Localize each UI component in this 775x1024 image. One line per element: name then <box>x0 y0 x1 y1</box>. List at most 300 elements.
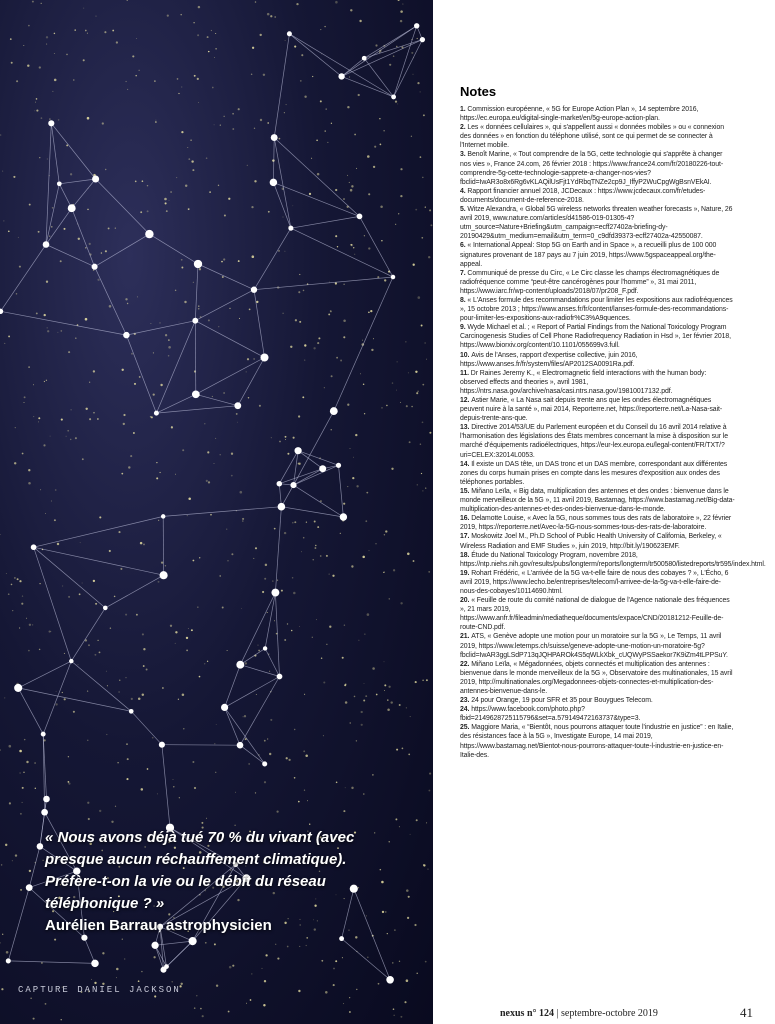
network-node <box>290 482 296 488</box>
network-node <box>262 761 267 766</box>
city-light-dot <box>78 664 79 665</box>
city-light-dot <box>396 390 397 391</box>
city-light-dot <box>400 195 402 197</box>
city-light-dot <box>141 788 144 791</box>
city-light-dot <box>349 182 350 183</box>
city-light-dot <box>411 136 412 137</box>
city-light-dot <box>377 276 379 278</box>
city-light-dot <box>392 382 393 383</box>
note-item <box>460 351 735 369</box>
city-light-dot <box>132 55 134 57</box>
city-light-dot <box>15 854 17 856</box>
network-node <box>160 571 168 579</box>
city-light-dot <box>250 999 252 1001</box>
network-line <box>96 179 150 234</box>
city-light-dot <box>231 553 233 555</box>
city-light-dot <box>278 250 280 252</box>
city-light-dot <box>6 573 7 574</box>
city-light-dot <box>416 973 417 974</box>
city-light-dot <box>420 91 421 92</box>
city-light-dot <box>158 581 160 583</box>
city-light-dot <box>350 9 352 11</box>
network-line <box>279 451 298 484</box>
city-light-dot <box>316 139 318 141</box>
city-light-dot <box>169 200 170 201</box>
city-light-dot <box>277 958 279 960</box>
city-light-dot <box>383 130 384 131</box>
note-number: 21. <box>460 633 472 641</box>
city-light-dot <box>416 392 418 394</box>
city-light-dot <box>407 553 410 556</box>
city-light-dot <box>395 818 397 820</box>
city-light-dot <box>114 596 116 598</box>
city-light-dot <box>386 405 387 406</box>
city-light-dot <box>194 75 196 77</box>
network-node <box>43 796 50 803</box>
network-node <box>391 94 396 99</box>
city-light-dot <box>284 639 286 641</box>
city-light-dot <box>425 342 426 343</box>
city-light-dot <box>112 30 114 32</box>
city-light-dot <box>108 227 110 229</box>
network-node <box>192 390 200 398</box>
city-light-dot <box>347 404 349 406</box>
city-light-dot <box>181 267 183 269</box>
city-light-dot <box>95 603 97 605</box>
network-node <box>159 742 165 748</box>
city-light-dot <box>284 532 286 534</box>
network-node <box>92 175 99 182</box>
city-light-dot <box>54 519 56 521</box>
note-text: Wyde Michael et al. ; « Report of Partial Findings from the National Toxicology Program Carcinogenesis Studies of Cell Phone Radiofrequency Radiation in Hsd », 1er février 2018, https://www.biorxiv.org/content/10.1101/055699v3.full. <box>460 324 731 350</box>
city-light-dot <box>258 650 260 652</box>
city-light-dot <box>306 945 307 946</box>
city-light-dot <box>23 45 24 46</box>
note-text: Maggiore Maria, « “Bientôt, nous pourrons attaquer toute l'industrie en justice” : en Italie, des résistances face à la 5G », Investigate Europe, 14 mai 2019, https://www.bastamag.net/Bientot-nous-pourrons-attaquer-toute-l-industrie-en-justice-en-Italie-des. <box>460 724 734 759</box>
city-light-dot <box>312 76 313 77</box>
city-light-dot <box>306 937 308 939</box>
city-light-dot <box>197 607 198 608</box>
city-light-dot <box>231 453 233 455</box>
city-light-dot <box>358 640 359 641</box>
network-line <box>59 179 95 184</box>
city-light-dot <box>270 719 272 721</box>
city-light-dot <box>415 371 417 373</box>
note-number: 23. <box>460 697 472 705</box>
city-light-dot <box>299 321 301 323</box>
city-light-dot <box>29 870 31 872</box>
city-light-dot <box>343 319 346 322</box>
network-line <box>294 465 339 485</box>
city-light-dot <box>155 121 157 123</box>
city-light-dot <box>227 650 228 651</box>
city-light-dot <box>54 939 56 941</box>
city-light-dot <box>267 612 268 613</box>
city-light-dot <box>294 46 296 48</box>
note-item <box>460 187 735 205</box>
city-light-dot <box>389 598 390 599</box>
city-light-dot <box>335 1 338 4</box>
network-node <box>277 481 283 487</box>
city-light-dot <box>49 235 50 236</box>
city-light-dot <box>60 260 62 262</box>
city-light-dot <box>404 1001 406 1003</box>
note-number: 22. <box>460 660 472 668</box>
city-light-dot <box>207 451 209 453</box>
note-item <box>460 660 735 696</box>
city-light-dot <box>215 772 216 773</box>
photo-credit: CAPTURE DANIEL JACKSON <box>18 985 181 995</box>
city-light-dot <box>238 108 240 110</box>
city-light-dot <box>370 310 372 312</box>
city-light-dot <box>282 313 283 314</box>
city-light-dot <box>298 990 300 992</box>
note-item <box>460 105 735 123</box>
city-light-dot <box>9 745 12 748</box>
city-light-dot <box>87 690 88 691</box>
city-light-dot <box>46 36 48 38</box>
city-light-dot <box>224 214 226 216</box>
network-line <box>105 575 163 608</box>
city-light-dot <box>9 802 11 804</box>
city-light-dot <box>299 946 300 947</box>
network-node <box>161 514 165 518</box>
city-light-dot <box>39 66 41 68</box>
city-light-dot <box>375 44 377 46</box>
city-light-dot <box>123 423 125 425</box>
city-light-dot <box>167 15 169 17</box>
city-light-dot <box>94 982 96 984</box>
note-text: Il existe un DAS tête, un DAS tronc et un DAS membre, correspondant aux différentes zones du corps humain prises en compte dans les mesures d'exposition aux ondes des téléphones portables. <box>460 460 728 486</box>
city-light-dot <box>41 3 42 4</box>
city-light-dot <box>222 607 224 609</box>
note-item <box>460 269 735 296</box>
city-light-dot <box>139 70 140 71</box>
city-light-dot <box>140 211 142 213</box>
city-light-dot <box>136 614 138 616</box>
network-line <box>71 661 131 711</box>
note-item <box>460 596 735 632</box>
city-light-dot <box>128 466 130 468</box>
network-line <box>281 507 343 517</box>
city-light-dot <box>329 282 330 283</box>
city-light-dot <box>89 243 91 245</box>
note-number: 7. <box>460 269 468 277</box>
city-light-dot <box>221 261 223 263</box>
city-light-dot <box>68 782 70 784</box>
city-light-dot <box>318 337 320 339</box>
network-line <box>40 812 45 846</box>
note-number: 14. <box>460 460 472 468</box>
city-light-dot <box>67 430 69 432</box>
network-node <box>57 181 62 186</box>
city-light-dot <box>372 667 375 670</box>
city-light-dot <box>241 608 242 609</box>
note-item <box>460 369 735 396</box>
city-light-dot <box>20 813 22 815</box>
city-light-dot <box>303 750 305 752</box>
network-node <box>391 275 395 279</box>
city-light-dot <box>300 80 302 82</box>
city-light-dot <box>420 443 421 444</box>
network-line <box>254 290 265 358</box>
city-light-dot <box>41 117 43 119</box>
city-light-dot <box>22 802 23 803</box>
city-light-dot <box>78 238 80 240</box>
city-light-dot <box>408 896 410 898</box>
network-line <box>46 123 51 244</box>
city-light-dot <box>408 754 410 756</box>
city-light-dot <box>265 564 267 566</box>
city-light-dot <box>181 983 183 985</box>
city-light-dot <box>411 52 413 54</box>
note-number: 6. <box>460 242 468 250</box>
city-light-dot <box>165 202 167 204</box>
network-line <box>342 939 391 980</box>
city-light-dot <box>260 34 262 36</box>
city-light-dot <box>287 453 289 455</box>
city-light-dot <box>164 198 167 201</box>
city-light-dot <box>325 130 326 131</box>
city-light-dot <box>99 652 101 654</box>
city-light-dot <box>302 396 304 398</box>
city-light-dot <box>316 619 317 620</box>
city-light-dot <box>324 26 325 27</box>
note-number: 18. <box>460 551 472 559</box>
city-light-dot <box>242 520 244 522</box>
city-light-dot <box>412 74 413 75</box>
network-node <box>263 646 267 650</box>
city-light-dot <box>192 761 194 763</box>
city-light-dot <box>307 800 308 801</box>
city-light-dot <box>406 979 409 982</box>
city-light-dot <box>94 654 96 656</box>
city-light-dot <box>36 312 38 314</box>
city-light-dot <box>381 240 382 241</box>
network-node <box>103 606 108 611</box>
city-light-dot <box>11 584 13 586</box>
city-light-dot <box>321 960 323 962</box>
city-light-dot <box>218 326 219 327</box>
city-light-dot <box>28 25 30 27</box>
city-light-dot <box>23 772 24 773</box>
city-light-dot <box>154 80 155 81</box>
city-light-dot <box>287 623 288 624</box>
city-light-dot <box>34 110 35 111</box>
city-light-dot <box>417 82 419 84</box>
city-light-dot <box>367 155 370 158</box>
network-node <box>236 661 244 669</box>
network-node <box>48 120 54 126</box>
network-line <box>360 216 394 277</box>
city-light-dot <box>70 409 71 410</box>
city-light-dot <box>214 124 215 125</box>
network-node <box>0 309 3 314</box>
city-light-dot <box>188 208 190 210</box>
city-light-dot <box>43 444 45 446</box>
city-light-dot <box>294 729 295 730</box>
city-light-dot <box>342 957 343 958</box>
city-light-dot <box>66 436 67 437</box>
city-light-dot <box>14 462 16 464</box>
city-light-dot <box>130 455 132 457</box>
note-text: Rohart Frédéric, « L'arrivée de la 5G va-t-elle faire de nous des cobayes ? », L'Écho, 6 avril 2019, https://www.lecho.be/entreprises/telecom/l-arrivee-de-la-5g-va-t-elle-faire-de-nous-des-cobayes/10114690.html. <box>460 569 729 595</box>
city-light-dot <box>188 158 190 160</box>
city-light-dot <box>222 276 224 278</box>
city-light-dot <box>253 558 254 559</box>
city-light-dot <box>168 346 171 349</box>
note-number: 12. <box>460 397 472 404</box>
city-light-dot <box>8 230 10 232</box>
note-text: « Feuille de route du comité national de dialogue de l'Agence nationale des fréquences », 21 mars 2019, https://www.anfr.fr/fileadmin/mediatheque/documents/expace/CND/20181212-Feuille-de-route-CND.pdf. <box>460 597 730 632</box>
city-light-dot <box>2 171 3 172</box>
city-light-dot <box>173 786 174 787</box>
city-light-dot <box>115 228 116 229</box>
city-light-dot <box>1 864 2 866</box>
note-item <box>460 696 735 705</box>
city-light-dot <box>142 180 144 182</box>
city-light-dot <box>111 821 113 823</box>
city-light-dot <box>260 119 262 121</box>
city-light-dot <box>428 869 429 870</box>
note-item <box>460 487 735 514</box>
city-light-dot <box>138 697 141 700</box>
city-light-dot <box>384 684 386 686</box>
city-light-dot <box>70 439 72 441</box>
city-light-dot <box>285 40 286 41</box>
city-light-dot <box>276 810 278 812</box>
city-light-dot <box>373 338 374 339</box>
city-light-dot <box>327 142 328 143</box>
city-light-dot <box>106 671 107 672</box>
city-light-dot <box>223 258 225 260</box>
city-light-dot <box>182 694 185 697</box>
city-light-dot <box>74 29 75 30</box>
note-number: 1. <box>460 106 468 113</box>
city-light-dot <box>402 4 403 5</box>
city-light-dot <box>147 768 149 770</box>
city-light-dot <box>101 252 103 254</box>
city-light-dot <box>175 474 176 475</box>
city-light-dot <box>55 489 57 491</box>
city-light-dot <box>171 981 172 982</box>
city-light-dot <box>351 565 353 567</box>
city-light-dot <box>421 325 423 327</box>
city-light-dot <box>331 375 333 377</box>
city-light-dot <box>375 543 376 544</box>
city-light-dot <box>390 701 392 703</box>
network-node <box>123 332 129 338</box>
city-light-dot <box>242 518 244 520</box>
city-light-dot <box>264 578 266 580</box>
city-light-dot <box>262 591 264 593</box>
city-light-dot <box>389 64 391 66</box>
city-light-dot <box>182 449 184 451</box>
city-light-dot <box>400 20 402 22</box>
city-light-dot <box>240 491 243 494</box>
network-node <box>362 56 367 61</box>
city-light-dot <box>332 575 334 577</box>
city-light-dot <box>175 643 176 644</box>
network-line <box>294 485 344 517</box>
city-light-dot <box>292 577 294 579</box>
network-line <box>34 547 106 608</box>
city-light-dot <box>324 387 325 388</box>
note-item <box>460 532 735 550</box>
city-light-dot <box>173 779 174 780</box>
network-node <box>189 937 197 945</box>
city-light-dot <box>248 397 249 398</box>
city-light-dot <box>317 173 320 176</box>
note-text: Miñano Leïla, « Big data, multiplication des antennes et des ondes : bienvenue dans le monde merveilleux de la 5G », 11 avril 2019, Bastamag, https://www.bastamag.net/Big-data-multiplication-des-antennes-et-des-ondes-bienvenue-dans-le-monde. <box>460 487 735 514</box>
city-light-dot <box>3 220 4 221</box>
city-light-dot <box>238 260 240 262</box>
city-light-dot <box>190 139 192 141</box>
city-light-dot <box>286 757 288 759</box>
note-text: « L'Anses formule des recommandations pour limiter les expositions aux radiofréquences », 15 octobre 2013 ; https://www.anses.fr/fr/content/lanses-formule-des-recommandations-pour-limiter-les-expositions-aux-radiofr%C3%A9quences. <box>460 296 733 323</box>
city-light-dot <box>409 441 411 443</box>
city-light-dot <box>393 55 394 56</box>
city-light-dot <box>295 319 297 321</box>
city-light-dot <box>18 237 19 238</box>
city-light-dot <box>115 806 116 807</box>
city-light-dot <box>422 177 424 179</box>
city-light-dot <box>39 157 40 158</box>
city-light-dot <box>326 555 328 557</box>
city-light-dot <box>317 526 319 528</box>
network-line <box>95 267 127 335</box>
city-light-dot <box>125 298 127 300</box>
city-light-dot <box>127 89 128 90</box>
note-text: Benoît Marine, « Tout comprendre de la 5G, cette technologie qui s'apprête à changer nos vies », France 24.com, 26 février 2018 : https://www.france24.com/fr/20180226-tout-comprendre-5g-cette-technologie-sapprete-a-changer-nos-vies?fbclid=IwAR3o8x6Rg6vKLAQilUsFjt1YdRbqTNZe2cp9J_IffyP2WuCpgWgBsnVEkAI. <box>460 151 724 186</box>
city-light-dot <box>229 966 232 969</box>
city-light-dot <box>126 743 128 745</box>
city-light-dot <box>57 332 58 333</box>
city-light-dot <box>361 724 363 726</box>
city-light-dot <box>365 520 367 522</box>
city-light-dot <box>5 844 7 846</box>
network-node <box>295 447 302 454</box>
city-light-dot <box>229 308 230 309</box>
city-light-dot <box>87 117 90 120</box>
network-node <box>164 964 169 969</box>
city-light-dot <box>83 8 84 9</box>
city-light-dot <box>384 534 385 535</box>
city-light-dot <box>368 247 370 249</box>
city-light-dot <box>123 414 125 416</box>
city-light-dot <box>384 661 385 662</box>
note-text: Les « données cellulaires », qui s'appellent aussi « données mobiles » ou « connexion des données » en fonction du téléphone utilisé, sont ce qui permet de se connecter à l'Internet mobile. <box>460 124 724 150</box>
city-light-dot <box>2 934 3 935</box>
note-text: Étude du National Toxicology Program, novembre 2018, https://ntp.niehs.nih.gov/results/pubs/longterm/reports/longterm/tr500580/listedreports/tr595/index.html. <box>460 551 766 568</box>
network-line <box>167 941 193 967</box>
city-light-dot <box>12 860 13 861</box>
city-light-dot <box>330 310 332 312</box>
city-light-dot <box>328 313 330 315</box>
network-line <box>240 593 275 665</box>
network-node <box>6 958 11 963</box>
city-light-dot <box>26 618 27 619</box>
network-node <box>92 264 98 270</box>
city-light-dot <box>413 264 415 266</box>
network-line <box>289 34 393 97</box>
network-line <box>274 138 359 217</box>
city-light-dot <box>204 663 205 664</box>
note-number: 25. <box>460 724 472 732</box>
city-light-dot <box>231 475 233 477</box>
city-light-dot <box>343 284 344 285</box>
city-light-dot <box>97 279 99 281</box>
